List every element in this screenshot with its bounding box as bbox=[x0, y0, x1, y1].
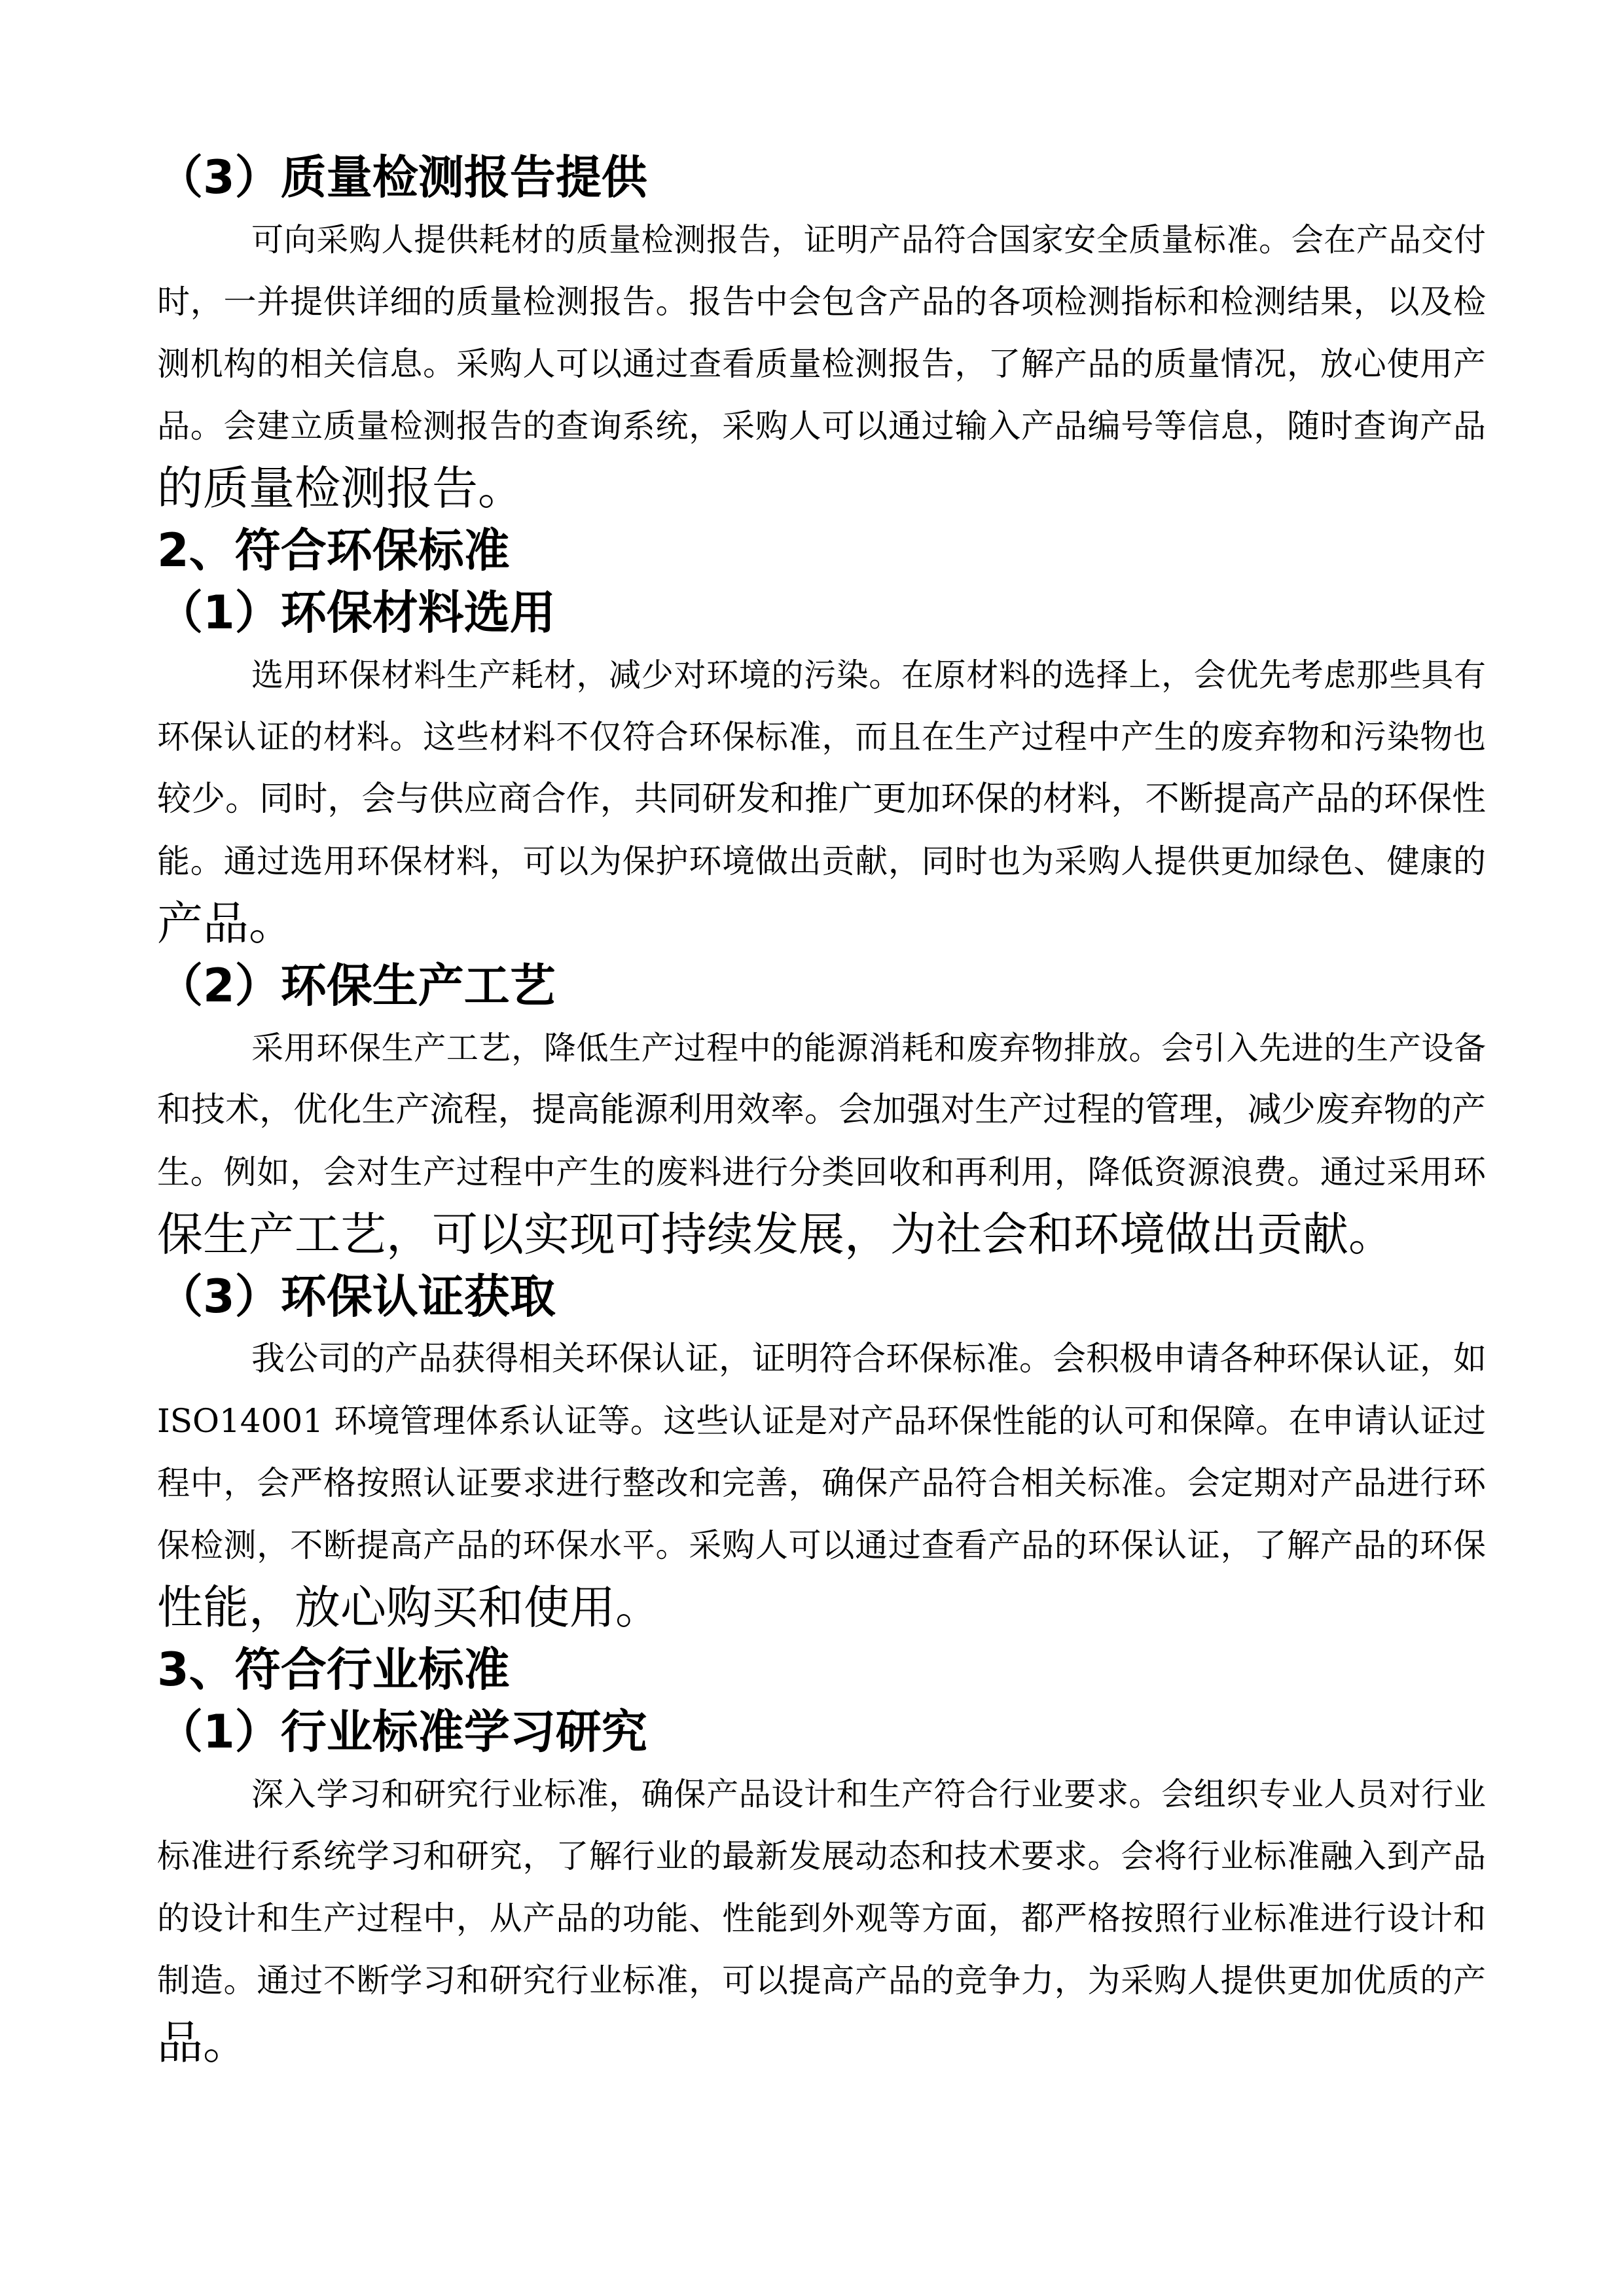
paragraph-line: 的质量检测报告。 bbox=[157, 461, 524, 515]
paragraph-line: 环保认证的材料。这些材料不仅符合环保标准，而且在生产过程中产生的废弃物和污染物也 bbox=[157, 718, 1486, 756]
paragraph-line: ISO14001 环境管理体系认证等。这些认证是对产品环保性能的认可和保障。在申请认证过 bbox=[157, 1402, 1486, 1440]
paragraph-line: 采用环保生产工艺，降低生产过程中的能源消耗和废弃物排放。会引入先进的生产设备 bbox=[251, 1030, 1486, 1067]
paragraph-line: 时，一并提供详细的质量检测报告。报告中会包含产品的各项检测指标和检测结果，以及检 bbox=[157, 283, 1486, 321]
paragraph-line: 我公司的产品获得相关环保认证，证明符合环保标准。会积极申请各种环保认证，如 bbox=[251, 1340, 1487, 1378]
section-heading: （1）环保材料选用 bbox=[157, 586, 556, 639]
paragraph-line: 品。 bbox=[157, 2016, 249, 2070]
section-heading: （3）质量检测报告提供 bbox=[157, 151, 647, 204]
document-body bbox=[157, 147, 1486, 2074]
paragraph-line: 制造。通过不断学习和研究行业标准，可以提高产品的竞争力，为采购人提供更加优质的产 bbox=[157, 1962, 1486, 2000]
paragraph-line: 保检测，不断提高产品的环保水平。采购人可以通过查看产品的环保认证，了解产品的环保 bbox=[157, 1526, 1486, 1564]
paragraph-line: 选用环保材料生产耗材，减少对环境的污染。在原材料的选择上，会优先考虑那些具有 bbox=[251, 656, 1486, 694]
paragraph-line: 深入学习和研究行业标准，确保产品设计和生产符合行业要求。会组织专业人员对行业 bbox=[251, 1776, 1486, 1813]
paragraph-line: 测机构的相关信息。采购人可以通过查看质量检测报告，了解产品的质量情况，放心使用产 bbox=[157, 345, 1486, 383]
section-heading: （2）环保生产工艺 bbox=[157, 959, 556, 1013]
paragraph-line: 和技术，优化生产流程，提高能源利用效率。会加强对生产过程的管理，减少废弃物的产 bbox=[157, 1090, 1486, 1130]
paragraph bbox=[157, 209, 1486, 520]
section-heading: （1）行业标准学习研究 bbox=[157, 1705, 647, 1759]
section-heading: （3）环保认证获取 bbox=[157, 1270, 556, 1323]
section-heading: 2、符合环保标准 bbox=[157, 524, 510, 577]
paragraph-line: 的设计和生产过程中，从产品的功能、性能到外观等方面，都严格按照行业标准进行设计和 bbox=[157, 1899, 1486, 1937]
paragraph bbox=[157, 1017, 1486, 1266]
paragraph bbox=[157, 1328, 1486, 1639]
paragraph-line: 品。会建立质量检测报告的查询系统，采购人可以通过输入产品编号等信息，随时查询产品 bbox=[157, 407, 1486, 445]
paragraph-line: 能。通过选用环保材料，可以为保护环境做出贡献，同时也为采购人提供更加绿色、健康的 bbox=[157, 842, 1486, 880]
paragraph-line: 程中，会严格按照认证要求进行整改和完善，确保产品符合相关标准。会定期对产品进行环 bbox=[157, 1464, 1486, 1502]
paragraph-line: 标准进行系统学习和研究，了解行业的最新发展动态和技术要求。会将行业标准融入到产品 bbox=[157, 1837, 1486, 1875]
paragraph-line: 性能，放心购买和使用。 bbox=[157, 1581, 661, 1634]
paragraph bbox=[157, 644, 1486, 955]
paragraph-line: 生。例如，会对生产过程中产生的废料进行分类回收和再利用，降低资源浪费。通过采用环 bbox=[157, 1153, 1486, 1191]
paragraph-line: 可向采购人提供耗材的质量检测报告，证明产品符合国家安全质量标准。会在产品交付 bbox=[251, 221, 1486, 259]
paragraph-line: 产品。 bbox=[157, 897, 295, 950]
paragraph-line: 保生产工艺，可以实现可持续发展，为社会和环境做出贡献。 bbox=[157, 1208, 1394, 1261]
paragraph bbox=[157, 1763, 1486, 2074]
paragraph-line: 较少。同时，会与供应商合作，共同研发和推广更加环保的材料，不断提高产品的环保性 bbox=[157, 780, 1486, 819]
section-heading: 3、符合行业标准 bbox=[157, 1643, 510, 1696]
